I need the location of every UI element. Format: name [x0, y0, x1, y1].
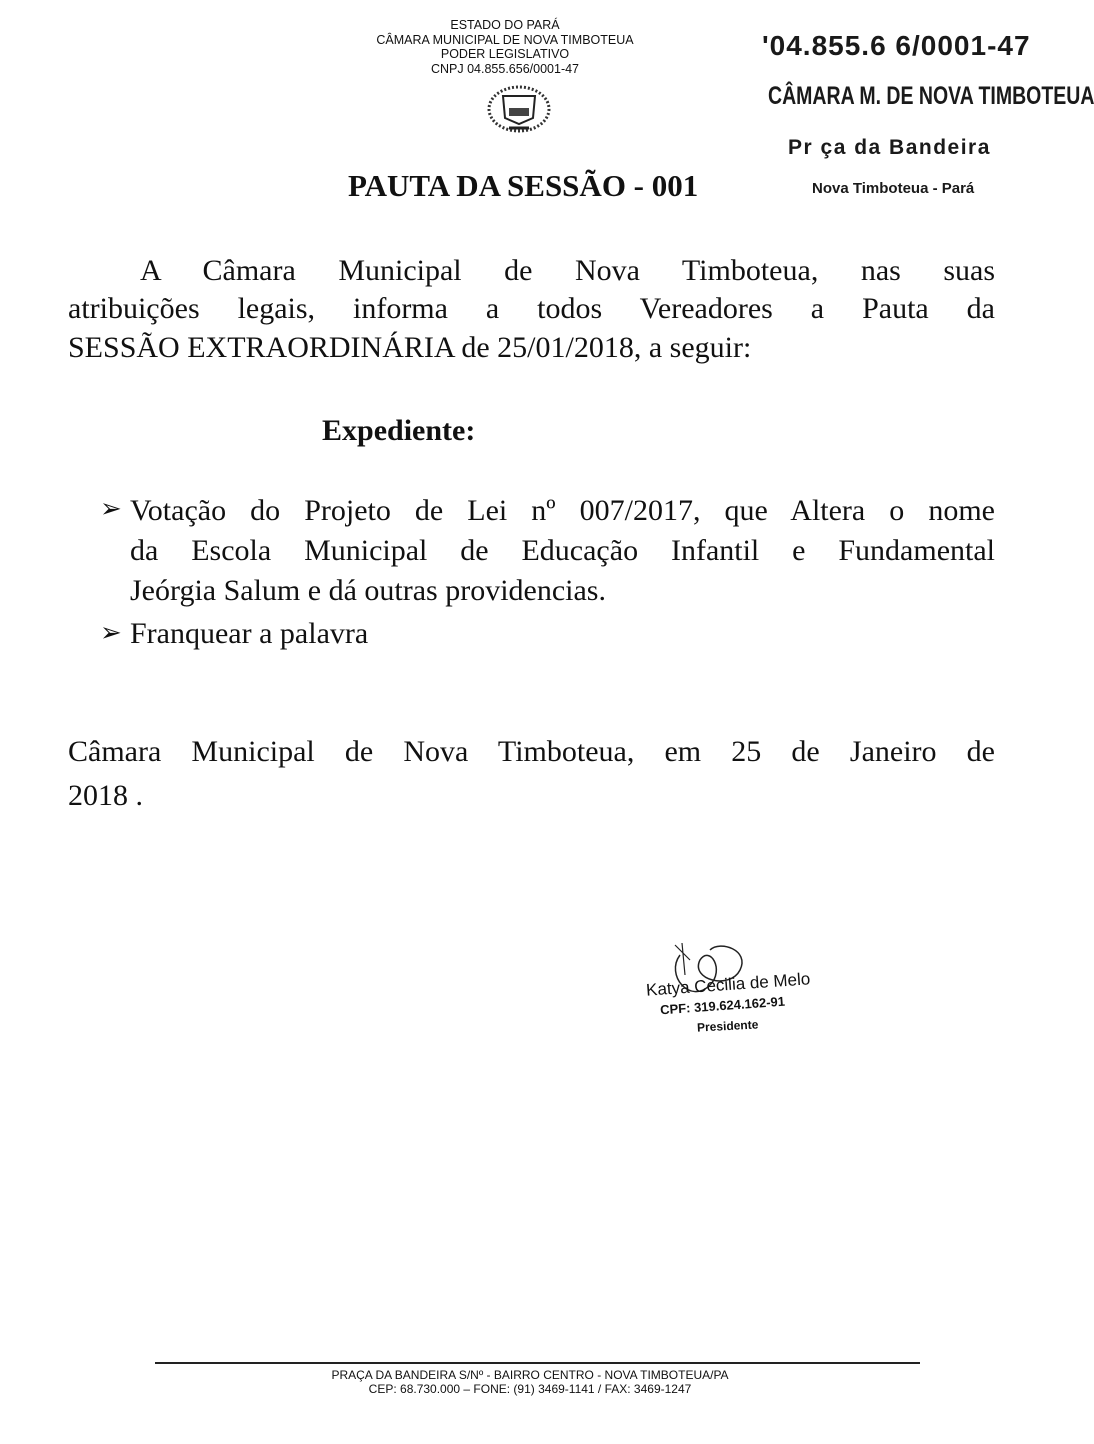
stamp-address: Pr ça da Bandeira [788, 136, 991, 159]
item-line: Votação do Projeto de Lei nº 007/2017, que Altera o nome [130, 494, 995, 527]
stamp-city: Nova Timboteua - Pará [812, 180, 975, 197]
footer [150, 1368, 910, 1396]
item-line: Jeórgia Salum e dá outras providencias. [130, 574, 606, 607]
section-heading: Expediente: [322, 414, 476, 447]
bullet-icon: ➢ [100, 618, 122, 647]
municipal-seal-icon [483, 82, 555, 134]
letterhead [330, 18, 680, 76]
header-line: CÂMARA MUNICIPAL DE NOVA TIMBOTEUA [376, 32, 634, 47]
header-line: CNPJ 04.855.656/0001-47 [430, 61, 580, 76]
page-title: PAUTA DA SESSÃO - 001 [348, 168, 699, 203]
signer-name: Katya Cecilia de Melo [645, 969, 811, 1000]
intro-line: SESSÃO EXTRAORDINÁRIA de 25/01/2018, a seguir: [68, 331, 752, 364]
header-line: ESTADO DO PARÁ [450, 18, 560, 32]
item-line: da Escola Municipal de Educação Infantil e Fundamental [130, 534, 995, 567]
stamp-name: CÂMARA M. DE NOVA TIMBOTEUA [768, 82, 1094, 110]
footer-address: PRAÇA DA BANDEIRA S/Nº - BAIRRO CENTRO - NOVA TIMBOTEUA/PA [331, 1368, 729, 1382]
bullet-icon: ➢ [100, 494, 122, 523]
signer-role: Presidente [696, 1017, 759, 1035]
header-line: PODER LEGISLATIVO [440, 47, 570, 61]
intro-line: atribuições legais, informa a todos Vereadores a Pauta da [68, 292, 995, 325]
item-line: Franquear a palavra [130, 617, 369, 650]
stamp-cnpj: '04.855.6 6/0001-47 [762, 30, 1031, 61]
signer-cpf: CPF: 319.624.162-91 [659, 993, 786, 1018]
intro-line: A Câmara Municipal de Nova Timboteua, nas suas [140, 254, 995, 287]
footer-contact: CEP: 68.730.000 – FONE: (91) 3469-1141 / FAX: 3469-1247 [368, 1382, 692, 1396]
closing-line: Câmara Municipal de Nova Timboteua, em 25 de Janeiro de [68, 735, 995, 768]
footer-divider [155, 1362, 920, 1364]
closing-line: 2018 . [68, 779, 143, 812]
